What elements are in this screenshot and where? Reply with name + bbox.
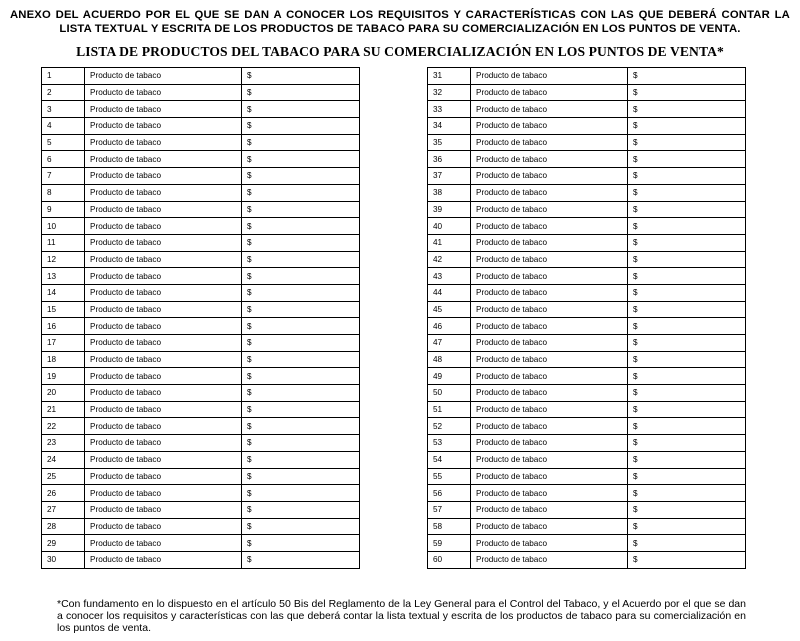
document-header: ANEXO DEL ACUERDO POR EL QUE SE DAN A CONOCER LOS REQUISITOS Y CARACTERÍSTICAS CON LAS QUE DEBERÁ CONTAR LA LISTA TEXTUAL Y ESCRITA DE LOS PRODUCTOS DE TABACO PARA SU COMERCIALIZACIÓN EN LOS PUNTOS DE VENTA. [10,9,790,35]
table-row [428,134,746,151]
product-name-cell: Producto de tabaco [471,501,628,518]
product-name-cell: Producto de tabaco [85,268,242,285]
table-row [42,301,360,318]
product-name-cell: Producto de tabaco [85,68,242,85]
table-row [42,435,360,452]
product-name-cell: Producto de tabaco [471,301,628,318]
product-name-cell: Producto de tabaco [85,201,242,218]
price-cell: $ [628,218,746,235]
product-name-cell: Producto de tabaco [471,218,628,235]
price-cell: $ [242,468,360,485]
row-number-cell: 1 [42,68,85,85]
price-cell: $ [628,68,746,85]
price-cell: $ [242,118,360,135]
product-name-cell: Producto de tabaco [471,118,628,135]
row-number-cell: 37 [428,168,471,185]
row-number-cell: 32 [428,84,471,101]
product-name-cell: Producto de tabaco [471,535,628,552]
price-cell: $ [628,351,746,368]
row-number-cell: 6 [42,151,85,168]
price-cell: $ [628,134,746,151]
row-number-cell: 31 [428,68,471,85]
product-name-cell: Producto de tabaco [471,184,628,201]
table-row [428,485,746,502]
products-table-left [41,67,360,569]
table-row [428,551,746,568]
table-row [42,468,360,485]
table-row [42,485,360,502]
row-number-cell: 39 [428,201,471,218]
table-row [42,151,360,168]
table-row [428,501,746,518]
product-name-cell: Producto de tabaco [471,251,628,268]
product-name-cell: Producto de tabaco [85,318,242,335]
table-row [428,151,746,168]
product-name-cell: Producto de tabaco [471,268,628,285]
row-number-cell: 20 [42,385,85,402]
table-row [428,435,746,452]
row-number-cell: 14 [42,284,85,301]
row-number-cell: 16 [42,318,85,335]
price-cell: $ [242,385,360,402]
price-cell: $ [242,418,360,435]
price-cell: $ [242,68,360,85]
row-number-cell: 38 [428,184,471,201]
price-cell: $ [628,284,746,301]
product-name-cell: Producto de tabaco [471,84,628,101]
price-cell: $ [628,168,746,185]
product-name-cell: Producto de tabaco [85,218,242,235]
table-row [428,168,746,185]
product-name-cell: Producto de tabaco [471,518,628,535]
row-number-cell: 44 [428,284,471,301]
row-number-cell: 3 [42,101,85,118]
table-row [428,234,746,251]
table-row [428,201,746,218]
row-number-cell: 5 [42,134,85,151]
table-row [428,118,746,135]
row-number-cell: 27 [42,501,85,518]
price-cell: $ [628,485,746,502]
product-name-cell: Producto de tabaco [85,134,242,151]
product-name-cell: Producto de tabaco [471,151,628,168]
price-cell: $ [242,551,360,568]
price-cell: $ [628,418,746,435]
row-number-cell: 53 [428,435,471,452]
table-row [42,251,360,268]
table-row [42,118,360,135]
price-cell: $ [628,518,746,535]
table-row [428,184,746,201]
price-cell: $ [628,535,746,552]
product-name-cell: Producto de tabaco [471,284,628,301]
price-cell: $ [628,368,746,385]
row-number-cell: 48 [428,351,471,368]
product-name-cell: Producto de tabaco [471,101,628,118]
price-cell: $ [628,268,746,285]
price-cell: $ [242,401,360,418]
price-cell: $ [628,301,746,318]
product-name-cell: Producto de tabaco [471,168,628,185]
table-row [42,418,360,435]
product-name-cell: Producto de tabaco [471,418,628,435]
product-name-cell: Producto de tabaco [85,151,242,168]
row-number-cell: 12 [42,251,85,268]
row-number-cell: 9 [42,201,85,218]
product-name-cell: Producto de tabaco [471,134,628,151]
table-row [428,468,746,485]
product-name-cell: Producto de tabaco [85,401,242,418]
price-cell: $ [628,84,746,101]
price-cell: $ [628,468,746,485]
table-row [428,218,746,235]
table-row [42,201,360,218]
price-cell: $ [242,251,360,268]
product-name-cell: Producto de tabaco [85,485,242,502]
table-row [42,401,360,418]
table-row [42,68,360,85]
row-number-cell: 49 [428,368,471,385]
row-number-cell: 21 [42,401,85,418]
product-name-cell: Producto de tabaco [85,101,242,118]
row-number-cell: 34 [428,118,471,135]
row-number-cell: 29 [42,535,85,552]
table-row [42,134,360,151]
table-row [42,385,360,402]
row-number-cell: 35 [428,134,471,151]
row-number-cell: 40 [428,218,471,235]
price-cell: $ [242,201,360,218]
table-row [42,451,360,468]
price-cell: $ [242,101,360,118]
row-number-cell: 24 [42,451,85,468]
table-row [428,535,746,552]
price-cell: $ [242,151,360,168]
table-row [42,268,360,285]
row-number-cell: 33 [428,101,471,118]
table-row [428,368,746,385]
product-name-cell: Producto de tabaco [85,385,242,402]
price-cell: $ [242,351,360,368]
table-row [428,335,746,352]
table-row [42,218,360,235]
price-cell: $ [628,201,746,218]
row-number-cell: 22 [42,418,85,435]
product-name-cell: Producto de tabaco [85,351,242,368]
row-number-cell: 58 [428,518,471,535]
price-cell: $ [628,451,746,468]
table-row [42,551,360,568]
price-cell: $ [628,234,746,251]
product-name-cell: Producto de tabaco [85,335,242,352]
product-name-cell: Producto de tabaco [85,435,242,452]
product-name-cell: Producto de tabaco [471,385,628,402]
table-row [428,518,746,535]
product-name-cell: Producto de tabaco [85,535,242,552]
product-name-cell: Producto de tabaco [471,368,628,385]
price-cell: $ [242,284,360,301]
table-row [428,451,746,468]
product-name-cell: Producto de tabaco [471,551,628,568]
row-number-cell: 2 [42,84,85,101]
row-number-cell: 41 [428,234,471,251]
table-row [42,234,360,251]
price-cell: $ [628,318,746,335]
table-row [42,168,360,185]
product-name-cell: Producto de tabaco [471,451,628,468]
table-row [428,418,746,435]
product-name-cell: Producto de tabaco [85,168,242,185]
price-cell: $ [628,335,746,352]
row-number-cell: 42 [428,251,471,268]
table-row [428,385,746,402]
price-cell: $ [242,234,360,251]
price-cell: $ [628,551,746,568]
product-name-cell: Producto de tabaco [85,451,242,468]
product-name-cell: Producto de tabaco [471,201,628,218]
row-number-cell: 59 [428,535,471,552]
price-cell: $ [242,218,360,235]
price-cell: $ [242,268,360,285]
product-name-cell: Producto de tabaco [85,234,242,251]
list-title: LISTA DE PRODUCTOS DEL TABACO PARA SU COMERCIALIZACIÓN EN LOS PUNTOS DE VENTA* [76,44,724,59]
row-number-cell: 18 [42,351,85,368]
price-cell: $ [628,151,746,168]
row-number-cell: 46 [428,318,471,335]
price-cell: $ [628,385,746,402]
table-row [428,351,746,368]
price-cell: $ [628,101,746,118]
table-row [428,68,746,85]
table-row [42,535,360,552]
row-number-cell: 26 [42,485,85,502]
table-row [42,518,360,535]
table-row [428,268,746,285]
row-number-cell: 11 [42,234,85,251]
product-name-cell: Producto de tabaco [85,501,242,518]
row-number-cell: 8 [42,184,85,201]
row-number-cell: 60 [428,551,471,568]
price-cell: $ [628,184,746,201]
table-row [42,318,360,335]
product-name-cell: Producto de tabaco [471,435,628,452]
price-cell: $ [628,401,746,418]
price-cell: $ [242,134,360,151]
products-table-right [427,67,746,569]
row-number-cell: 43 [428,268,471,285]
row-number-cell: 15 [42,301,85,318]
row-number-cell: 50 [428,385,471,402]
row-number-cell: 47 [428,335,471,352]
product-name-cell: Producto de tabaco [85,184,242,201]
product-name-cell: Producto de tabaco [471,335,628,352]
price-cell: $ [628,118,746,135]
product-name-cell: Producto de tabaco [471,318,628,335]
table-row [42,284,360,301]
product-name-cell: Producto de tabaco [85,418,242,435]
table-row [428,101,746,118]
product-name-cell: Producto de tabaco [85,468,242,485]
row-number-cell: 54 [428,451,471,468]
price-cell: $ [242,435,360,452]
price-cell: $ [242,301,360,318]
table-row [42,351,360,368]
price-cell: $ [242,535,360,552]
row-number-cell: 36 [428,151,471,168]
row-number-cell: 55 [428,468,471,485]
row-number-cell: 57 [428,501,471,518]
row-number-cell: 13 [42,268,85,285]
row-number-cell: 25 [42,468,85,485]
product-name-cell: Producto de tabaco [85,284,242,301]
row-number-cell: 28 [42,518,85,535]
price-cell: $ [242,485,360,502]
price-cell: $ [628,251,746,268]
row-number-cell: 10 [42,218,85,235]
price-cell: $ [628,501,746,518]
price-cell: $ [242,451,360,468]
product-name-cell: Producto de tabaco [471,468,628,485]
table-row [42,84,360,101]
product-name-cell: Producto de tabaco [85,301,242,318]
table-row [428,84,746,101]
row-number-cell: 4 [42,118,85,135]
table-row [42,184,360,201]
table-row [42,101,360,118]
price-cell: $ [242,518,360,535]
row-number-cell: 7 [42,168,85,185]
table-row [428,284,746,301]
price-cell: $ [628,435,746,452]
product-name-cell: Producto de tabaco [471,351,628,368]
row-number-cell: 56 [428,485,471,502]
row-number-cell: 23 [42,435,85,452]
table-row [428,301,746,318]
row-number-cell: 51 [428,401,471,418]
table-row [42,335,360,352]
product-name-cell: Producto de tabaco [85,251,242,268]
footnote: *Con fundamento en lo dispuesto en el artículo 50 Bis del Reglamento de la Ley General para el Control del Tabaco, y el Acuerdo por el que se dan a conocer los requisitos y características con las que deberá contar la lista textual y escrita de los productos de tabaco para su comercialización en los puntos de venta. [57,598,746,635]
product-name-cell: Producto de tabaco [85,368,242,385]
row-number-cell: 45 [428,301,471,318]
product-name-cell: Producto de tabaco [471,234,628,251]
table-row [42,368,360,385]
price-cell: $ [242,184,360,201]
table-row [428,318,746,335]
product-name-cell: Producto de tabaco [85,84,242,101]
product-name-cell: Producto de tabaco [85,118,242,135]
table-row [428,401,746,418]
product-name-cell: Producto de tabaco [471,485,628,502]
row-number-cell: 52 [428,418,471,435]
product-name-cell: Producto de tabaco [85,518,242,535]
price-cell: $ [242,501,360,518]
table-row [42,501,360,518]
product-name-cell: Producto de tabaco [471,68,628,85]
product-name-cell: Producto de tabaco [471,401,628,418]
price-cell: $ [242,368,360,385]
price-cell: $ [242,168,360,185]
row-number-cell: 30 [42,551,85,568]
row-number-cell: 19 [42,368,85,385]
price-cell: $ [242,335,360,352]
product-name-cell: Producto de tabaco [85,551,242,568]
price-cell: $ [242,84,360,101]
row-number-cell: 17 [42,335,85,352]
table-row [428,251,746,268]
price-cell: $ [242,318,360,335]
